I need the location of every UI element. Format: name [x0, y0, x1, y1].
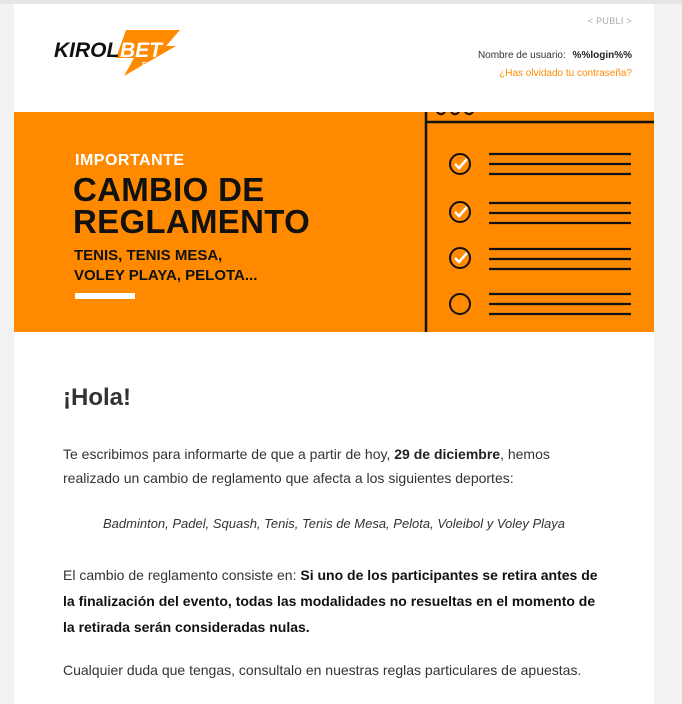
sports-list: Badminton, Padel, Squash, Tenis, Tenis de Mesa, Pelota, Voleibol y Voley Playa	[103, 516, 566, 531]
banner-subtitle	[74, 246, 257, 286]
logo-kirol-text: KIROL	[54, 39, 120, 62]
intro-text-after: , hemos realizado un cambio de reglamento que afecta a los siguientes deportes:	[63, 446, 550, 486]
hero-banner[interactable]	[14, 112, 654, 332]
banner-underline	[75, 293, 135, 299]
publi-label: < PUBLI >	[587, 16, 632, 26]
forgot-password-link[interactable]: ¿Has olvidado tu contraseña?	[499, 68, 632, 79]
banner-title	[73, 171, 311, 240]
banner-subtitle-line1: TENIS, TENIS MESA,	[74, 247, 223, 264]
greeting-heading: ¡Hola!	[63, 384, 131, 411]
logo-es-text: .ES	[140, 62, 152, 69]
rule-change-detail: Si uno de los participantes se retira antes de la finalización del evento, todas las modalidades no resueltas en el momento de la retirada serán consideradas nulas.	[63, 567, 598, 635]
banner-subtitle-line2: VOLEY PLAYA, PELOTA...	[74, 267, 258, 284]
closing-paragraph: Cualquier duda que tengas, consultalo en nuestras reglas particulares de apuestas.	[63, 662, 582, 678]
intro-text-before: Te escribimos para informarte de que a partir de hoy,	[63, 446, 395, 462]
username-label: Nombre de usuario:	[477, 50, 566, 61]
username-value: %%login%%	[572, 50, 632, 61]
checklist-window-illustration	[419, 112, 654, 332]
username-row	[478, 50, 632, 61]
logo-bet-text: BET	[120, 39, 162, 62]
kirolbet-logo[interactable]	[54, 28, 184, 78]
rule-change-intro: El cambio de reglamento consiste en:	[63, 567, 301, 583]
banner-title-line1: CAMBIO DE	[73, 171, 265, 208]
banner-title-line2: REGLAMENTO	[73, 203, 311, 240]
banner-label: IMPORTANTE	[75, 152, 185, 169]
email-card	[14, 4, 654, 704]
intro-date: 29 de diciembre	[394, 446, 501, 462]
rule-change-paragraph	[63, 562, 608, 640]
intro-paragraph	[63, 442, 583, 490]
